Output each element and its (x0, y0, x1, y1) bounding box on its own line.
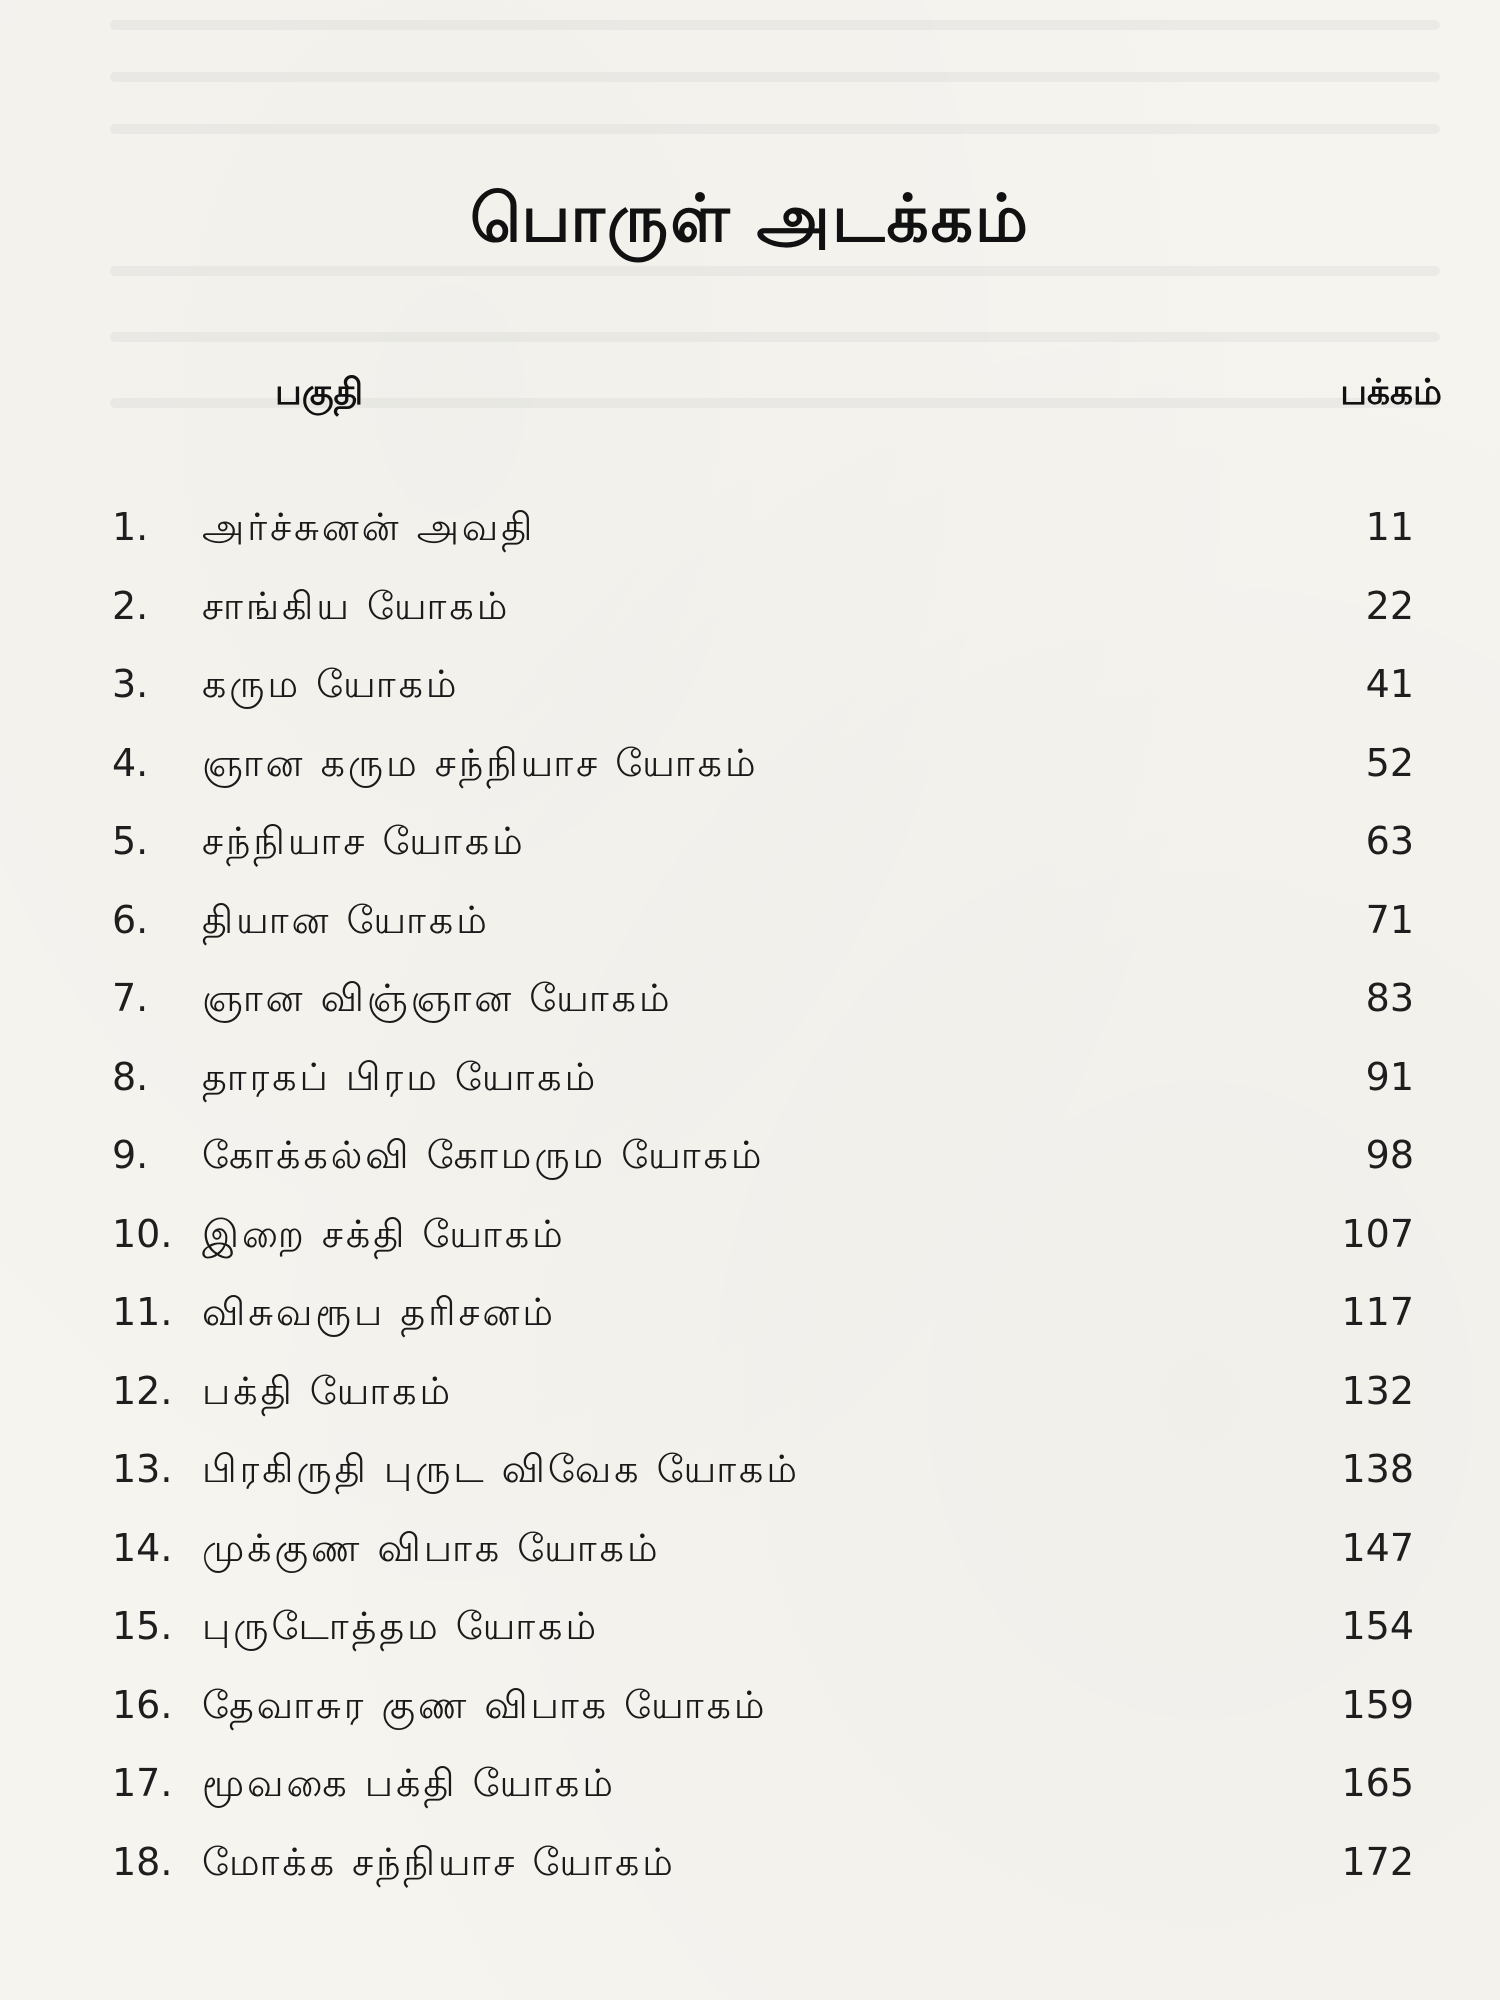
chapter-title: முக்குண விபாக யோகம் (202, 1525, 661, 1570)
chapter-number: 8. (112, 1054, 149, 1099)
toc-entry (112, 881, 1414, 960)
toc-entry (112, 1352, 1414, 1431)
chapter-title: சாங்கிய யோகம் (202, 583, 511, 628)
page-number: 165 (1341, 1761, 1414, 1805)
show-through-line (110, 20, 1440, 30)
chapter-title: புருடோத்தம யோகம் (202, 1604, 600, 1648)
chapter-number: 17. (112, 1761, 173, 1805)
page-number: 22 (1365, 583, 1414, 628)
toc-entry (112, 1509, 1414, 1588)
toc-entry (112, 1038, 1414, 1117)
page-number: 132 (1341, 1368, 1414, 1413)
chapter-number: 16. (112, 1682, 173, 1727)
toc-entry (112, 724, 1414, 803)
chapter-number: 11. (112, 1290, 173, 1334)
page-title: பொருள் அடக்கம் (469, 180, 1031, 257)
chapter-number: 13. (112, 1447, 173, 1491)
toc-entry (112, 1430, 1414, 1509)
page-number: 71 (1365, 897, 1414, 942)
page-number: 138 (1341, 1447, 1414, 1491)
chapter-number: 6. (112, 897, 149, 942)
show-through-line (110, 72, 1440, 82)
chapter-number: 4. (112, 740, 149, 785)
chapter-number: 2. (112, 583, 149, 628)
toc-entry (112, 1587, 1414, 1666)
chapter-title: கோக்கல்வி கோமரும யோகம் (202, 1133, 765, 1177)
show-through-line (110, 266, 1440, 276)
page-number: 91 (1365, 1054, 1414, 1099)
chapter-title: சந்நியாச யோகம் (202, 819, 526, 863)
page-number: 107 (1341, 1211, 1414, 1256)
chapter-number: 14. (112, 1525, 173, 1570)
page-number: 41 (1365, 662, 1414, 706)
chapter-title: தியான யோகம் (202, 897, 490, 942)
toc-entry (112, 1273, 1414, 1352)
chapter-title: விசுவரூப தரிசனம் (202, 1290, 556, 1334)
table-of-contents (112, 488, 1414, 1901)
show-through-line (110, 332, 1440, 342)
toc-entry (112, 1116, 1414, 1195)
section-column-header: பகுதி (275, 372, 364, 413)
page-number: 172 (1341, 1839, 1414, 1884)
page-column-header: பக்கம் (1340, 372, 1442, 413)
page-number: 83 (1365, 976, 1414, 1020)
chapter-title: பக்தி யோகம் (202, 1368, 454, 1413)
chapter-title: ஞான விஞ்ஞான யோகம் (202, 976, 673, 1020)
chapter-title: இறை சக்தி யோகம் (202, 1211, 566, 1256)
page-number: 63 (1365, 819, 1414, 863)
chapter-number: 9. (112, 1133, 149, 1177)
page-number: 11 (1365, 505, 1414, 549)
page-number: 52 (1365, 740, 1414, 785)
chapter-title: மூவகை பக்தி யோகம் (202, 1761, 616, 1805)
toc-entry (112, 1744, 1414, 1823)
page-number: 117 (1341, 1290, 1414, 1334)
page-number: 159 (1341, 1682, 1414, 1727)
chapter-title: தேவாசுர குண விபாக யோகம் (202, 1682, 768, 1727)
toc-entry (112, 567, 1414, 646)
toc-entry (112, 802, 1414, 881)
chapter-title: மோக்க சந்நியாச யோகம் (202, 1839, 676, 1884)
chapter-number: 5. (112, 819, 149, 863)
chapter-number: 10. (112, 1211, 173, 1256)
page-number: 147 (1341, 1525, 1414, 1570)
toc-entry (112, 1666, 1414, 1745)
chapter-title: ஞான கரும சந்நியாச யோகம் (202, 740, 759, 785)
toc-entry (112, 1823, 1414, 1902)
page-number: 98 (1365, 1133, 1414, 1177)
chapter-title: கரும யோகம் (202, 662, 460, 706)
toc-entry (112, 488, 1414, 567)
chapter-number: 15. (112, 1604, 173, 1648)
chapter-title: பிரகிருதி புருட விவேக யோகம் (202, 1447, 800, 1491)
page-number: 154 (1341, 1604, 1414, 1648)
toc-entry (112, 645, 1414, 724)
chapter-number: 18. (112, 1839, 173, 1884)
chapter-number: 7. (112, 976, 149, 1020)
show-through-line (110, 124, 1440, 134)
chapter-number: 12. (112, 1368, 173, 1413)
toc-entry (112, 959, 1414, 1038)
chapter-number: 3. (112, 662, 149, 706)
chapter-title: அர்ச்சுனன் அவதி (202, 505, 536, 549)
chapter-number: 1. (112, 505, 149, 549)
toc-entry (112, 1195, 1414, 1274)
chapter-title: தாரகப் பிரம யோகம் (202, 1054, 599, 1099)
